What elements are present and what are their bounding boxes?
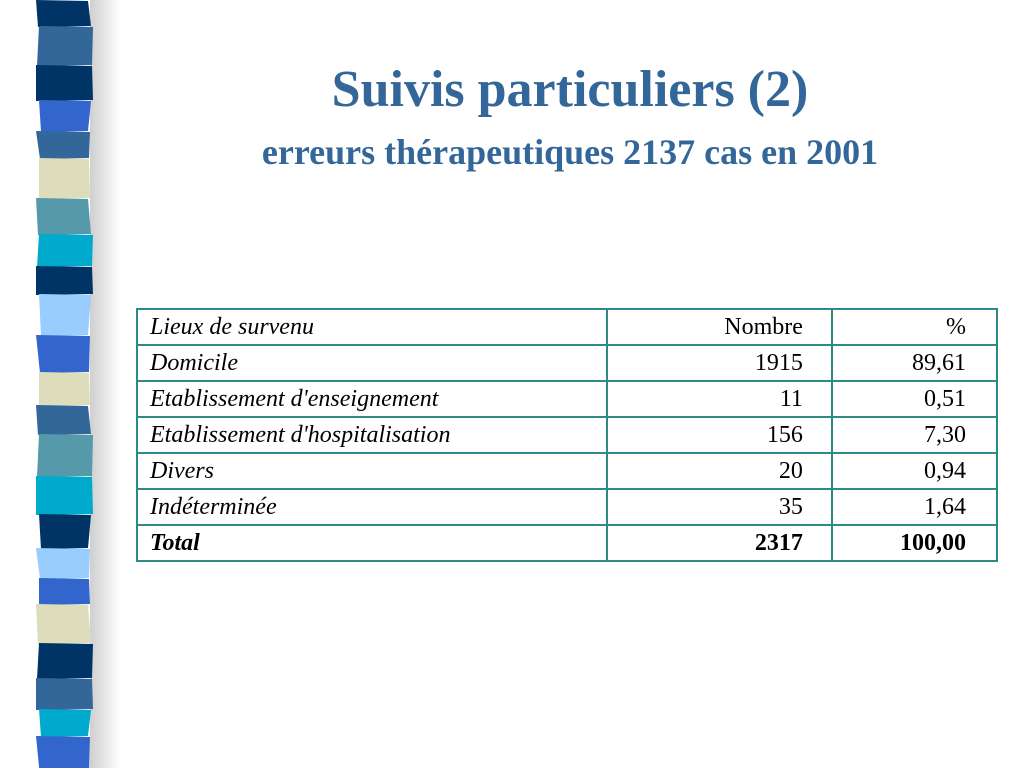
stripe-block xyxy=(36,65,93,101)
stripe-block xyxy=(39,158,90,199)
stripe-block xyxy=(37,26,93,66)
row-count: 11 xyxy=(607,381,832,417)
stripe-block xyxy=(36,548,90,579)
stripe-block xyxy=(39,372,90,406)
total-label: Total xyxy=(137,525,607,561)
row-label: Etablissement d'hospitalisation xyxy=(137,417,607,453)
slide-title: Suivis particuliers (2) xyxy=(331,61,809,118)
table-row xyxy=(137,453,997,489)
slide-subtitle: erreurs thérapeutiques 2137 cas en 2001 xyxy=(261,132,879,172)
stripe-block xyxy=(36,736,90,768)
row-label: Domicile xyxy=(137,345,607,381)
table-row xyxy=(137,489,997,525)
header-count: Nombre xyxy=(607,309,832,345)
row-percent: 0,51 xyxy=(832,381,997,417)
stripe-block xyxy=(36,604,91,644)
stripe-block xyxy=(36,678,93,710)
row-percent: 89,61 xyxy=(832,345,997,381)
incident-location-table xyxy=(136,308,998,562)
row-percent: 1,64 xyxy=(832,489,997,525)
stripe-block xyxy=(36,476,93,515)
row-label: Indéterminée xyxy=(137,489,607,525)
table-row xyxy=(137,345,997,381)
row-label: Divers xyxy=(137,453,607,489)
stripe-block xyxy=(39,578,90,605)
stripe-block xyxy=(39,514,91,549)
stripe-block xyxy=(39,709,91,737)
table-row xyxy=(137,381,997,417)
total-percent: 100,00 xyxy=(832,525,997,561)
table-header-row xyxy=(137,309,997,345)
stripe-block xyxy=(39,100,91,132)
row-label: Etablissement d'enseignement xyxy=(137,381,607,417)
stripe-block xyxy=(36,198,91,235)
header-label: Lieux de survenu xyxy=(137,309,607,345)
table-row xyxy=(137,417,997,453)
stripe-block xyxy=(37,643,93,679)
header-percent: % xyxy=(832,309,997,345)
table-total-row xyxy=(137,525,997,561)
stripe-block xyxy=(36,266,93,295)
slide-header xyxy=(150,58,990,174)
stripe-block xyxy=(36,405,91,435)
row-count: 20 xyxy=(607,453,832,489)
stripe-block xyxy=(36,0,91,27)
stripe-block xyxy=(39,294,91,336)
row-count: 1915 xyxy=(607,345,832,381)
stripe-block xyxy=(37,234,93,267)
total-count: 2317 xyxy=(607,525,832,561)
stripe-block xyxy=(36,131,90,159)
row-count: 35 xyxy=(607,489,832,525)
stripe-block xyxy=(36,335,90,373)
row-count: 156 xyxy=(607,417,832,453)
row-percent: 7,30 xyxy=(832,417,997,453)
row-percent: 0,94 xyxy=(832,453,997,489)
decorative-stripe xyxy=(0,0,120,768)
stripe-block xyxy=(37,434,93,477)
